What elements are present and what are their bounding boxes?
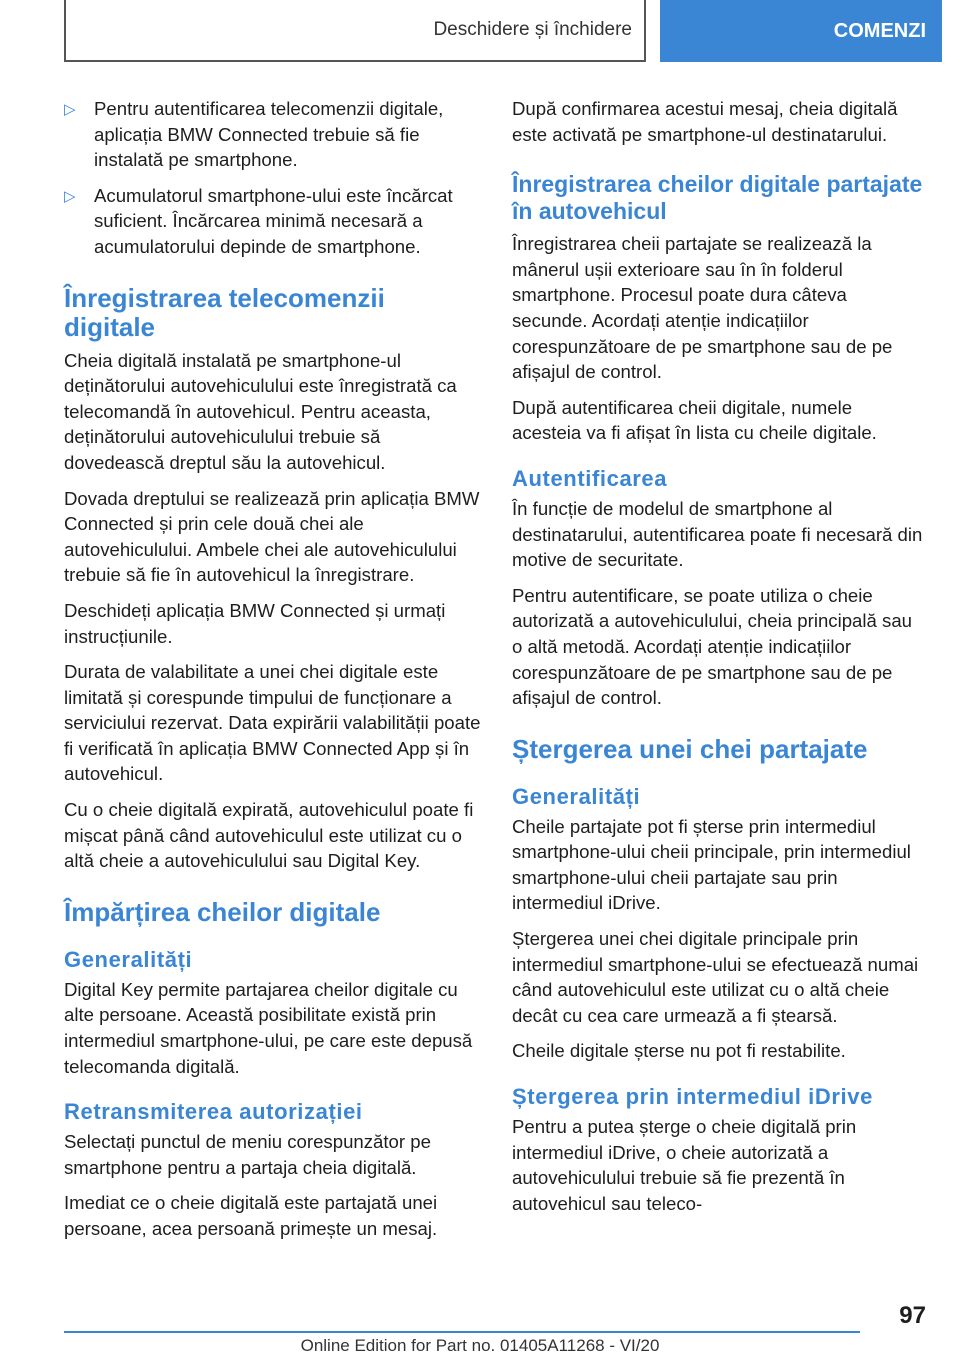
paragraph: Cheia digitală instalată pe smartphone-ul deținătorului autovehiculului este înregistrată ca telecomandă în autovehicul. Pentru aceasta, deținătorului autovehiculului trebuie să dovedească dreptul său la autovehicul. bbox=[64, 349, 457, 473]
triangle-right-icon: ▷ bbox=[64, 101, 76, 118]
bullet-text: Pentru autentificarea telecomenzii digitale, aplicația BMW Connected trebuie să fie instalată pe smartphone. bbox=[94, 98, 444, 171]
page-number: 97 bbox=[899, 1302, 926, 1329]
chapter-title: Deschidere și închidere bbox=[433, 19, 632, 40]
subheading-authentication: Autentificarea bbox=[512, 465, 668, 491]
heading-delete-shared: Ștergerea unei chei partajate bbox=[512, 733, 868, 764]
triangle-right-icon: ▷ bbox=[64, 187, 76, 205]
right-column bbox=[512, 96, 926, 1226]
paragraph: Cheile digitale șterse nu pot fi restabilite. bbox=[512, 1040, 846, 1062]
paragraph: Selectați punctul de meniu corespunzător pe smartphone pentru a partaja cheia digitală. bbox=[64, 1131, 431, 1178]
paragraph: Ștergerea unei chei digitale principale prin intermediul smartphone-ului se efectuează numai când autovehiculul este utilizat cu o altă cheie decât cu cea care urmează a fi ștearsă. bbox=[512, 928, 919, 1026]
paragraph: După autentificarea cheii digitale, numele acesteia va fi afișat în lista cu cheile digitale. bbox=[512, 396, 877, 444]
section-title: COMENZI bbox=[833, 19, 926, 42]
paragraph: Pentru a putea șterge o cheie digitală prin intermediul iDrive, o cheie autorizată a autovehiculului trebuie să fie prezentă în autovehicul sau teleco- bbox=[512, 1116, 857, 1214]
paragraph: Durata de valabilitate a unei chei digitale este limitată și corespunde timpului de funcționare a serviciului rezervat. Data expirării valabilității poate fi verificată în aplicația BMW Connected App și în autovehicul. bbox=[64, 661, 481, 785]
subheading-delete-idrive: Ștergerea prin intermediul iDrive bbox=[512, 1084, 873, 1110]
heading-share-keys: Împărțirea cheilor digitale bbox=[64, 896, 381, 927]
paragraph: Dovada dreptului se realizează prin aplicația BMW Connected și prin cele două chei ale autovehiculului. Ambele chei ale autovehiculului trebuie să fie în autovehicul la înregistrare. bbox=[64, 487, 480, 586]
footer-edition: Online Edition for Part no. 01405A11268 - VI/20 bbox=[300, 1336, 660, 1355]
paragraph: Imediat ce o cheie digitală este partajată unei persoane, acea persoană primește un mesaj. bbox=[64, 1192, 438, 1239]
subheading-share-general: Generalități bbox=[64, 946, 193, 972]
footer-divider bbox=[64, 1331, 860, 1333]
paragraph: Cu o cheie digitală expirată, autovehiculul poate fi mișcat până când autovehiculul este utilizat cu o altă cheie a autovehiculului sau Digital Key. bbox=[64, 799, 474, 872]
paragraph: Pentru autentificare, se poate utiliza o cheie autorizată a autovehiculului, cheia principală sau o altă metodă. Acordați atenție indicațiilor corespunzătoare de pe smartphone sau de pe afișajul de control. bbox=[512, 584, 913, 709]
paragraph: În funcție de modelul de smartphone al destinatarului, autentificarea poate fi necesară din motive de securitate. bbox=[512, 497, 923, 571]
paragraph: Deschideți aplicația BMW Connected și urmați instrucțiunile. bbox=[64, 599, 446, 647]
section-tab bbox=[660, 0, 942, 62]
heading-register-remote: Înregistrarea telecomenzii digitale bbox=[64, 282, 385, 342]
paragraph: După confirmarea acestui mesaj, cheia digitală este activată pe smartphone-ul destinatarului. bbox=[512, 98, 898, 145]
chapter-tab bbox=[64, 0, 646, 62]
paragraph: Înregistrarea cheii partajate se realizează la mânerul ușii exterioare sau în în folderul smartphone. Procesul poate dura câteva secunde. Acordați atenție indicațiilor corespunzătoare de pe smartphone sau de pe afișajul de control. bbox=[512, 233, 893, 383]
list-item bbox=[64, 96, 482, 173]
subheading-forward-authorization: Retransmiterea autorizației bbox=[64, 1099, 363, 1125]
paragraph: Cheile partajate pot fi șterse prin intermediul smartphone-ului cheii principale, prin intermediul smartphone-ului cheii partajate sau prin intermediul iDrive. bbox=[512, 815, 911, 914]
paragraph: Digital Key permite partajarea cheilor digitale cu alte persoane. Această posibilitate există prin intermediul smartphone-ului, pe care este depusă telecomanda digitală. bbox=[64, 978, 473, 1077]
list-item bbox=[64, 183, 482, 260]
heading-register-shared: Înregistrarea cheilor digitale partajate în autovehicul bbox=[512, 171, 923, 225]
bullet-text: Acumulatorul smartphone-ului este încărcat suficient. Încărcarea minimă necesară a acumulatorului depinde de smartphone. bbox=[94, 184, 453, 257]
left-column bbox=[64, 96, 482, 1252]
subheading-delete-general: Generalități bbox=[512, 783, 641, 809]
